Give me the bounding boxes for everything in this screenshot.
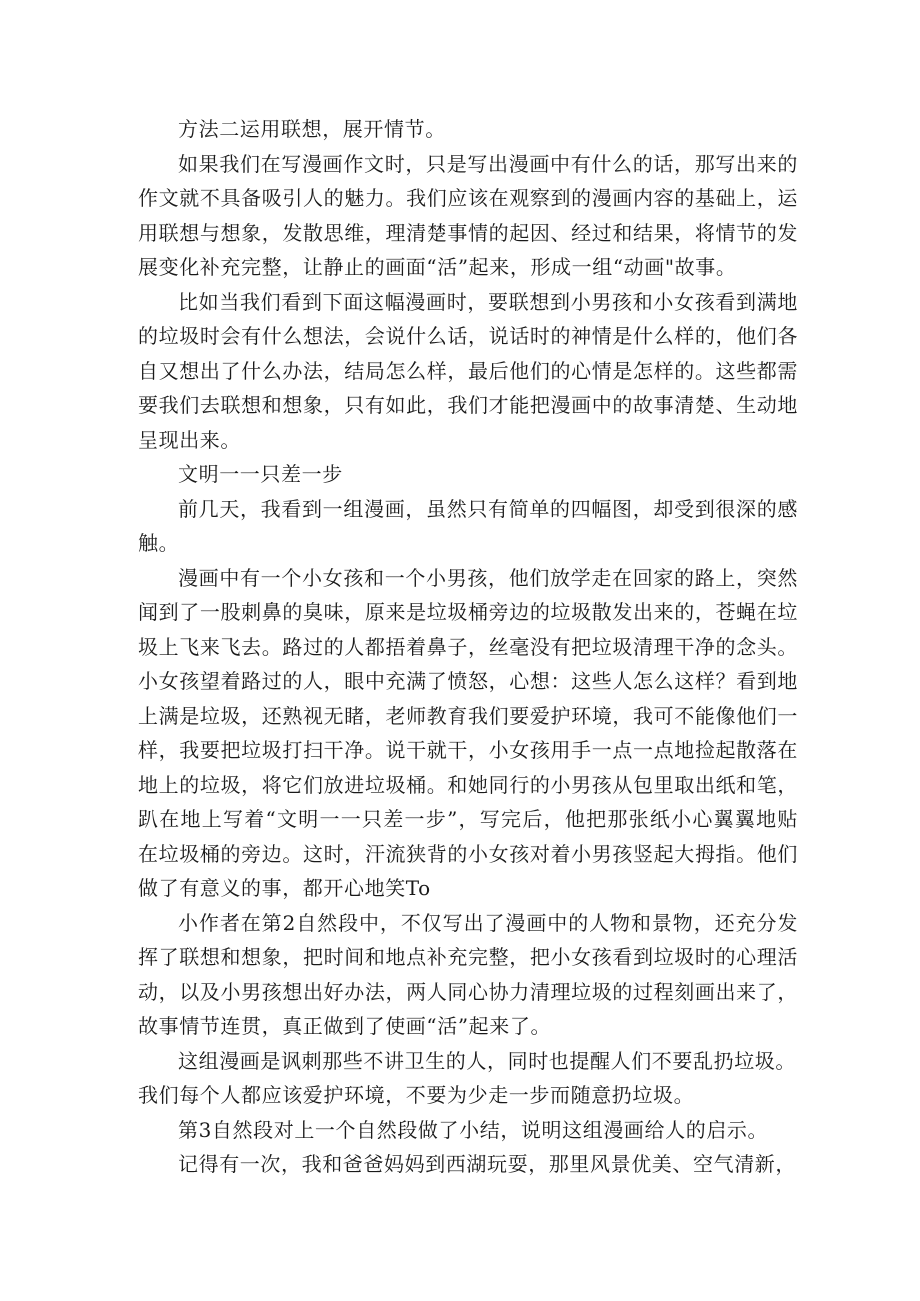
sample-essay-paragraph-2: 漫画中有一个小女孩和一个小男孩，他们放学走在回家的路上，突然闻到了一股刺鼻的臭味，原来是垃圾桶旁边的垃圾散发出来的，苍蝇在垃圾上飞来飞去。路过的人都捂着鼻子，丝毫没有把垃圾清理干净的念头。小女孩望着路过的人，眼中充满了愤怒，心想：这些人怎么这样？看到地上满是垃圾，还熟视无睹，老师教育我们要爱护环境，我可不能像他们一样，我要把垃圾打扫干净。说干就干，小女孩用手一点一点地捡起散落在地上的垃圾，将它们放进垃圾桶。和她同行的小男孩从包里取出纸和笔，趴在地上写着“文明一一只差一步”，写完后，他把那张纸小心翼翼地贴在垃圾桶的旁边。这时，汗流狭背的小女孩对着小男孩竖起大拇指。他们做了有意义的事，都开心地笑To (138, 565, 798, 900)
sample-essay-paragraph-3: 这组漫画是讽刺那些不讲卫生的人，同时也提醒人们不要乱扔垃圾。 (178, 1048, 796, 1073)
document-body (138, 112, 798, 1182)
paragraph-method-explanation: 如果我们在写漫画作文时，只是写出漫画中有什么的话，那写出来的作文就不具备吸引人的魅力。我们应该在观察到的漫画内容的基础上，运用联想与想象，发散思维，理清楚事情的起因、经过和结果，将情节的发展变化补充完整，让静止的画面“活”起来，形成一组“动画"故事。 (138, 151, 798, 279)
second-example-opening: 记得有一次，我和爸爸妈妈到西湖玩耍，那里风景优美、空气清新， (178, 1152, 796, 1176)
sample-essay-paragraph-1: 前几天，我看到一组漫画，虽然只有简单的四幅图，却受到很深的感触。 (138, 496, 798, 555)
sample-essay-title: 文明一一只差一步 (178, 462, 343, 486)
commentary-paragraph-2: 小作者在第2自然段中，不仅写出了漫画中的人物和景物，还充分发挥了联想和想象，把时间和地点补充完整，把小女孩看到垃圾时的心理活动，以及小男孩想出好办法，两人同心协力清理垃圾的过程刻画出来了，故事情节连贯，真正做到了使画“活”起来了。 (138, 910, 798, 1038)
sample-essay-paragraph-3-continued: 我们每个人都应该爱护环境，不要为少走一步而随意扔垃圾。 (138, 1083, 695, 1107)
paragraph-example-intro: 比如当我们看到下面这幅漫画时，要联想到小男孩和小女孩看到满地的垃圾时会有什么想法，会说什么话，说话时的神情是什么样的，他们各自又想出了什么办法，结局怎么样，最后他们的心情是怎样的。这些都需要我们去联想和想象，只有如此，我们才能把漫画中的故事清楚、生动地呈现出来。 (138, 289, 798, 452)
commentary-paragraph-3: 第3自然段对上一个自然段做了小结，说明这组漫画给人的启示。 (178, 1117, 769, 1142)
paragraph-method-heading: 方法二运用联想，展开情节。 (178, 117, 446, 141)
